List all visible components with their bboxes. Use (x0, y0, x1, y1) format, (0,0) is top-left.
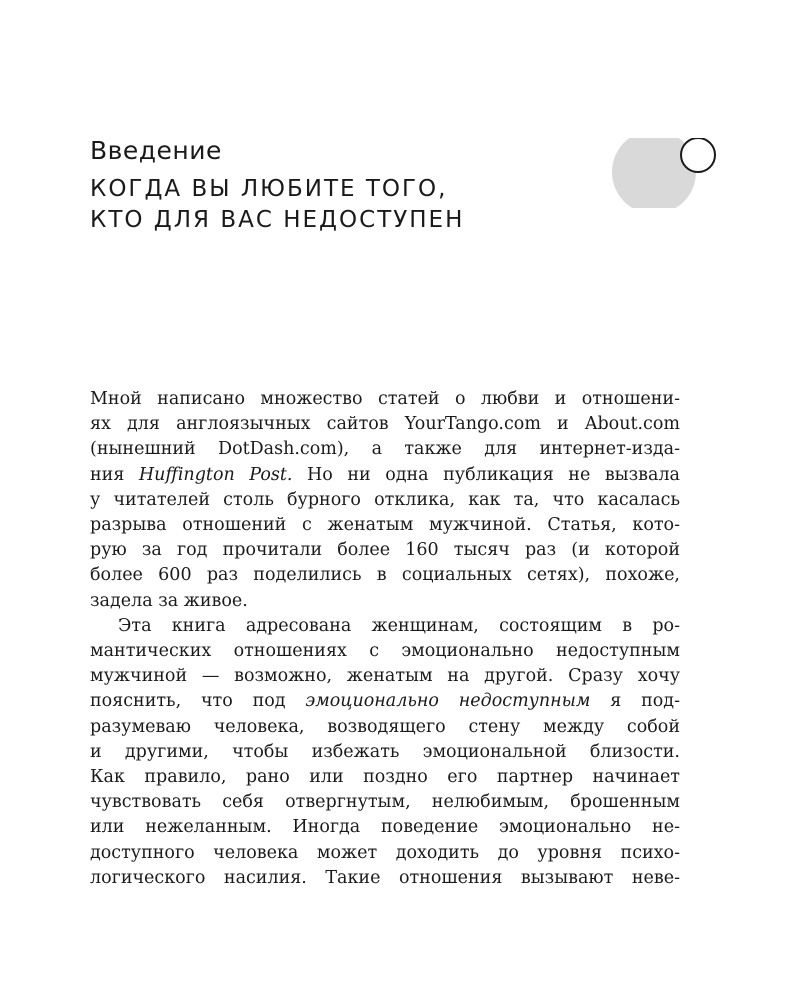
text-fragment: Но ни одна публикация не вызвала (292, 464, 680, 485)
text-fragment: ния (90, 464, 139, 485)
text-line: Как правило, рано или поздно его партнер начинает (90, 767, 680, 788)
text-line: разрыва отношений с женатым мужчиной. Статья, кото- (90, 515, 680, 536)
body-text (90, 387, 680, 891)
outline-circle-shape (681, 138, 715, 172)
text-line: Мной написано множество статей о любви и отношени- (90, 389, 680, 409)
text-fragment: пояснить, что под (90, 691, 306, 712)
text-line: у читателей столь бурного отклика, как та, что касалась (90, 489, 680, 510)
text-line: (нынешний DotDash.com), а также для интернет-изда- (90, 439, 680, 460)
text-line: Эта книга адресована женщинам, состоящим в ро- (118, 615, 680, 636)
text-line: и другими, чтобы избежать эмоциональной близости. (90, 741, 680, 762)
text-line: задела за живое. (90, 590, 248, 611)
decorative-circles (612, 138, 722, 208)
text-line (90, 689, 680, 714)
chapter-title-line-1: КОГДА ВЫ ЛЮБИТЕ ТОГО, (90, 176, 448, 202)
italic-term: эмоционально недоступным (305, 691, 591, 712)
text-line: разумеваю человека, возводящего стену между собой (90, 716, 680, 737)
text-line: более 600 раз поделились в социальных сетях), похоже, (90, 565, 680, 586)
chapter-title (90, 174, 464, 236)
text-line: ях для англоязычных сайтов YourTango.com и About.com (90, 414, 680, 435)
text-line: логического насилия. Такие отношения вызывают неве- (90, 867, 680, 888)
text-line: или нежеланным. Иногда поведение эмоционально не- (90, 817, 680, 838)
paragraph-1 (90, 387, 680, 614)
paragraph-2 (90, 614, 680, 891)
text-line (90, 463, 680, 488)
text-line: мантических отношениях с эмоционально недоступным (90, 641, 680, 662)
text-line: рую за год прочитали более 160 тысяч раз (и которой (90, 540, 680, 561)
chapter-title-line-2: КТО ДЛЯ ВАС НЕДОСТУПЕН (90, 207, 465, 233)
text-line: доступного человека может доходить до уровня психо- (90, 842, 680, 863)
text-line: мужчиной — возможно, женатым на другой. Сразу хочу (90, 666, 680, 687)
italic-publication-name: Huffington Post. (138, 464, 293, 485)
chapter-label: Введение (90, 136, 222, 165)
text-fragment: я под- (590, 691, 680, 712)
text-line: чувствовать себя отвергнутым, нелюбимым, брошенным (90, 792, 680, 813)
